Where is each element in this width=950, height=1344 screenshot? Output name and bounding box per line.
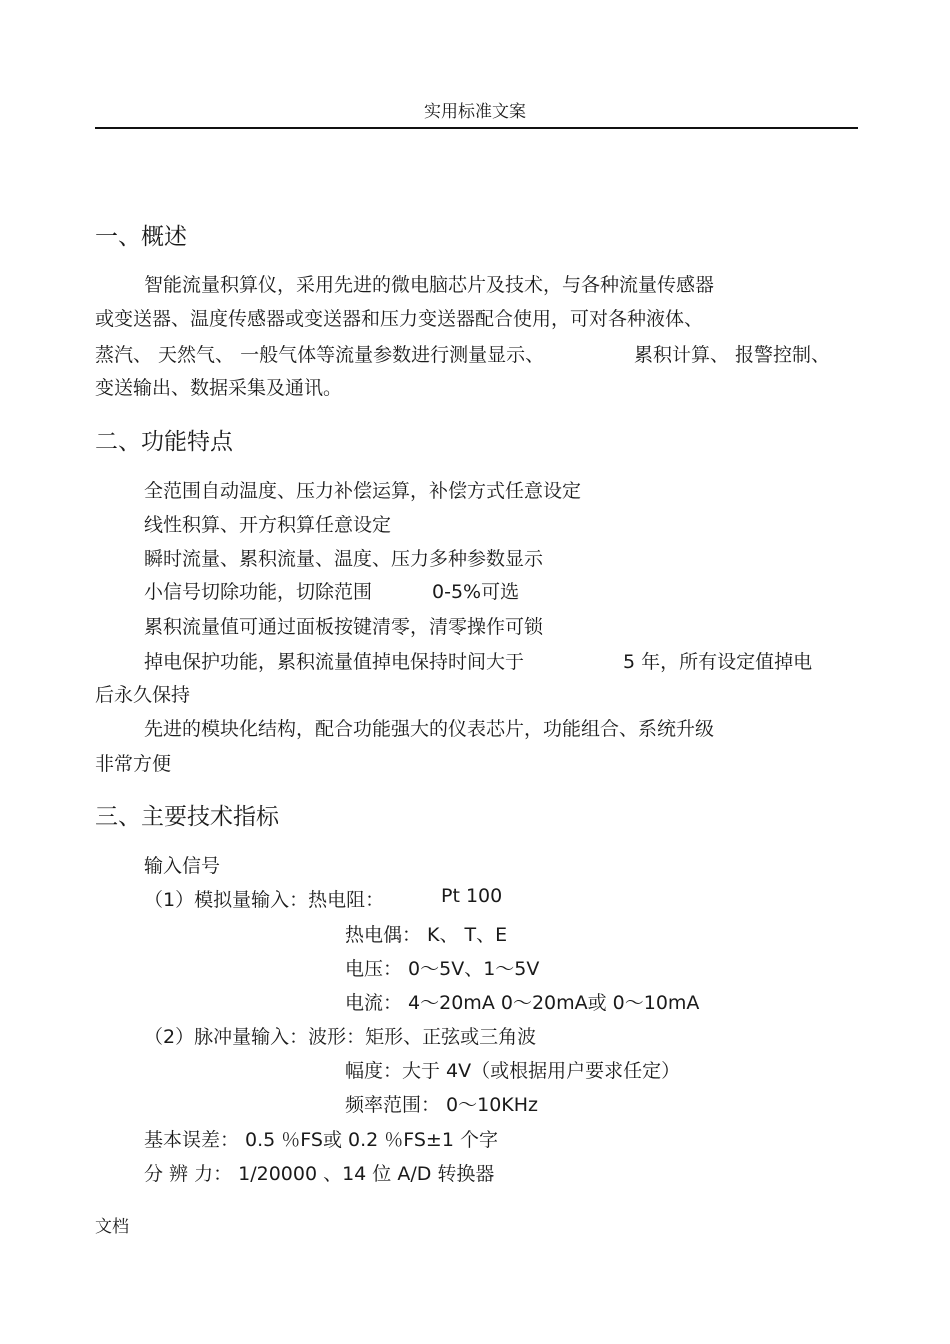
analog-input-label: （1）模拟量输入：热电阻： bbox=[144, 889, 385, 911]
analog-voltage: 电压： 0～5V、1～5V bbox=[345, 958, 540, 980]
page-header-title: 实用标准文案 bbox=[424, 102, 526, 122]
feature-line-5: 累积流量值可通过面板按键清零，清零操作可锁 bbox=[144, 616, 544, 638]
feature-line-9: 非常方便 bbox=[95, 753, 172, 775]
overview-line-1: 智能流量积算仪，采用先进的微电脑芯片及技术，与各种流量传感器 bbox=[144, 274, 715, 296]
input-signal-title: 输入信号 bbox=[144, 855, 221, 877]
analog-current: 电流： 4～20mA 0～20mA或 0～10mA bbox=[345, 992, 700, 1014]
pulse-frequency: 频率范围： 0～10KHz bbox=[345, 1094, 539, 1116]
section-heading-specs: 三、主要技术指标 bbox=[95, 804, 279, 830]
section-heading-overview: 一、概述 bbox=[95, 224, 187, 250]
overview-line-3b: 累积计算、 报警控制、 bbox=[634, 344, 831, 366]
feature-line-4b: 0-5%可选 bbox=[432, 581, 520, 603]
feature-line-3: 瞬时流量、累积流量、温度、压力多种参数显示 bbox=[144, 548, 544, 570]
overview-line-2: 或变送器、温度传感器或变送器和压力变送器配合使用，可对各种液体、 bbox=[95, 308, 704, 330]
overview-line-3a: 蒸汽、 天然气、 一般气体等流量参数进行测量显示、 bbox=[95, 344, 545, 366]
analog-rtd-value: Pt 100 bbox=[441, 885, 503, 907]
feature-line-7: 后永久保持 bbox=[95, 684, 191, 706]
feature-line-8: 先进的模块化结构，配合功能强大的仪表芯片，功能组合、系统升级 bbox=[144, 718, 715, 740]
overview-line-4: 变送输出、数据采集及通讯。 bbox=[95, 377, 343, 399]
pulse-input-label: （2）脉冲量输入：波形：矩形、正弦或三角波 bbox=[144, 1026, 537, 1048]
feature-line-2: 线性积算、开方积算任意设定 bbox=[144, 514, 392, 536]
feature-line-6b: 5 年，所有设定值掉电 bbox=[623, 651, 813, 673]
feature-line-6a: 掉电保护功能，累积流量值掉电保持时间大于 bbox=[144, 651, 525, 673]
page-footer-label: 文档 bbox=[95, 1217, 129, 1237]
basic-error: 基本误差： 0.5 ％FS或 0.2 ％FS±1 个字 bbox=[144, 1129, 498, 1151]
section-heading-features: 二、功能特点 bbox=[95, 429, 233, 455]
feature-line-4a: 小信号切除功能，切除范围 bbox=[144, 581, 373, 603]
feature-line-1: 全范围自动温度、压力补偿运算，补偿方式任意设定 bbox=[144, 480, 582, 502]
header-rule bbox=[95, 127, 858, 129]
pulse-amplitude: 幅度：大于 4V（或根据用户要求任定） bbox=[345, 1060, 681, 1082]
analog-thermocouple: 热电偶： K、 T、E bbox=[345, 924, 508, 946]
resolution: 分 辨 力： 1/20000 、14 位 A/D 转换器 bbox=[144, 1163, 495, 1185]
